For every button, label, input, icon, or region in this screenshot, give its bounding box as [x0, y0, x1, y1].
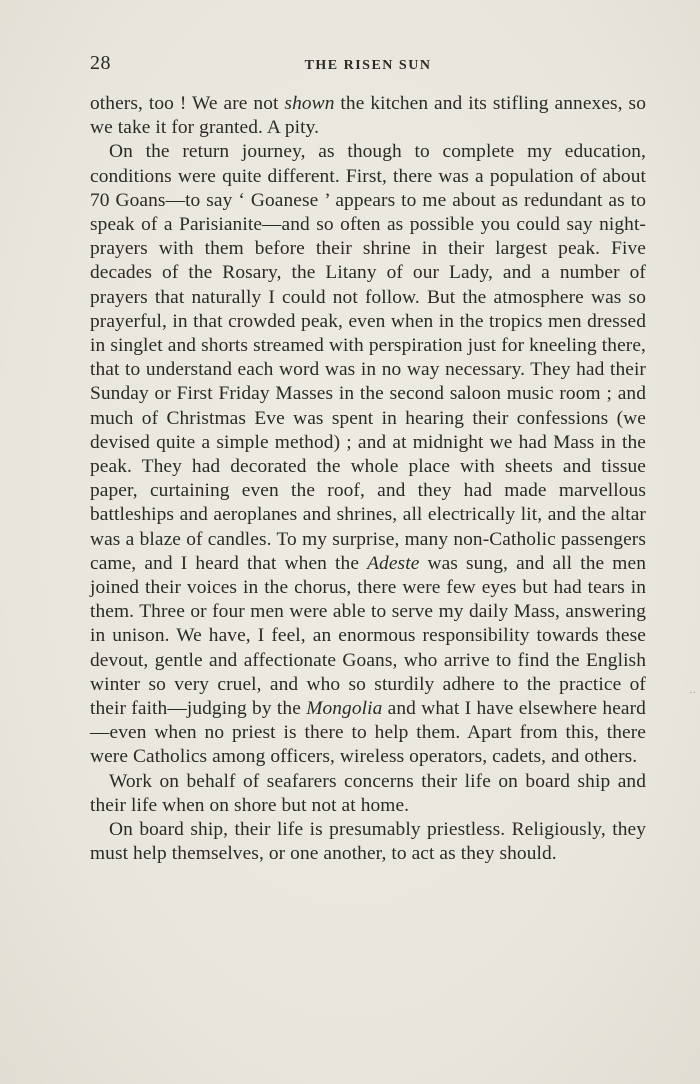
paragraph — [90, 818, 646, 866]
italic-text: shown — [284, 93, 335, 114]
paragraph-text: and what I have elsewhere heard—even when no priest is there to help them. Apart from this, there were Catholics among officers, wireless operators, cadets, and others. — [90, 698, 646, 768]
italic-text: Adeste — [367, 552, 420, 574]
paragraph-text: others, too ! We are not — [90, 93, 285, 114]
paragraph-text: On board ship, their life is presumably priestless. Religiously, they must help themselves, or one another, to act as they should. — [90, 819, 646, 865]
paragraph-text: On the return journey, as though to complete my education, conditions were quite different. First, there was a population of about 70 Goans—to say ‘ Goanese ’ appears to me about as redundant as to speak of a Parisianite—and so often as possible you could say night-prayers with them before their shrine in their largest peak. Five decades of the Rosary, the Litany of our Lady, and a number of prayers that naturally I could not follow. But the atmosphere was so prayerful, in that crowded peak, even when in the tropics men dressed in singlet and shorts streamed with perspiration just for kneeling there, that to understand each word was in no way necessary. They had their Sunday or First Friday Masses in the second saloon music room ; and much of Christmas Eve was spent in hearing their confessions (we devised quite a simple method) ; and at midnight we had Mass in the peak. They had decorated the whole place with sheets and tissue paper, curtaining even the roof, and they had made marvellous battleships and aeroplanes and shrines, all electrically lit, and the altar was a blaze of candles. To my surprise, many non-Catholic passengers came, and I heard that when the — [90, 141, 646, 574]
paragraph-text: was sung, and all the men joined their voices in the chorus, there were few eyes but had tears in them. Three or four men were able to serve my daily Mass, answering in unison. We have, I feel, an enormous responsibility towards these devout, gentle and affectionate Goans, who arrive to find the English winter so very cruel, and who so sturdily adhere to the practice of their faith—judging by the — [90, 552, 646, 720]
page-number: 28 — [90, 52, 111, 74]
page-header — [90, 52, 646, 80]
paragraph-text: Work on behalf of seafarers concerns their life on board ship and their life when on shore but not at home. — [90, 770, 646, 816]
paragraph — [90, 770, 646, 818]
running-title: THE RISEN SUN — [304, 58, 432, 73]
italic-text: Mongolia — [306, 698, 383, 720]
paragraph — [90, 92, 646, 140]
margin-speck: ·· — [689, 688, 696, 699]
paragraph-text: the kitchen and its stifling annexes, so we take it for granted. A pity. — [90, 93, 646, 139]
body-text — [90, 92, 646, 867]
paragraph — [90, 140, 646, 769]
